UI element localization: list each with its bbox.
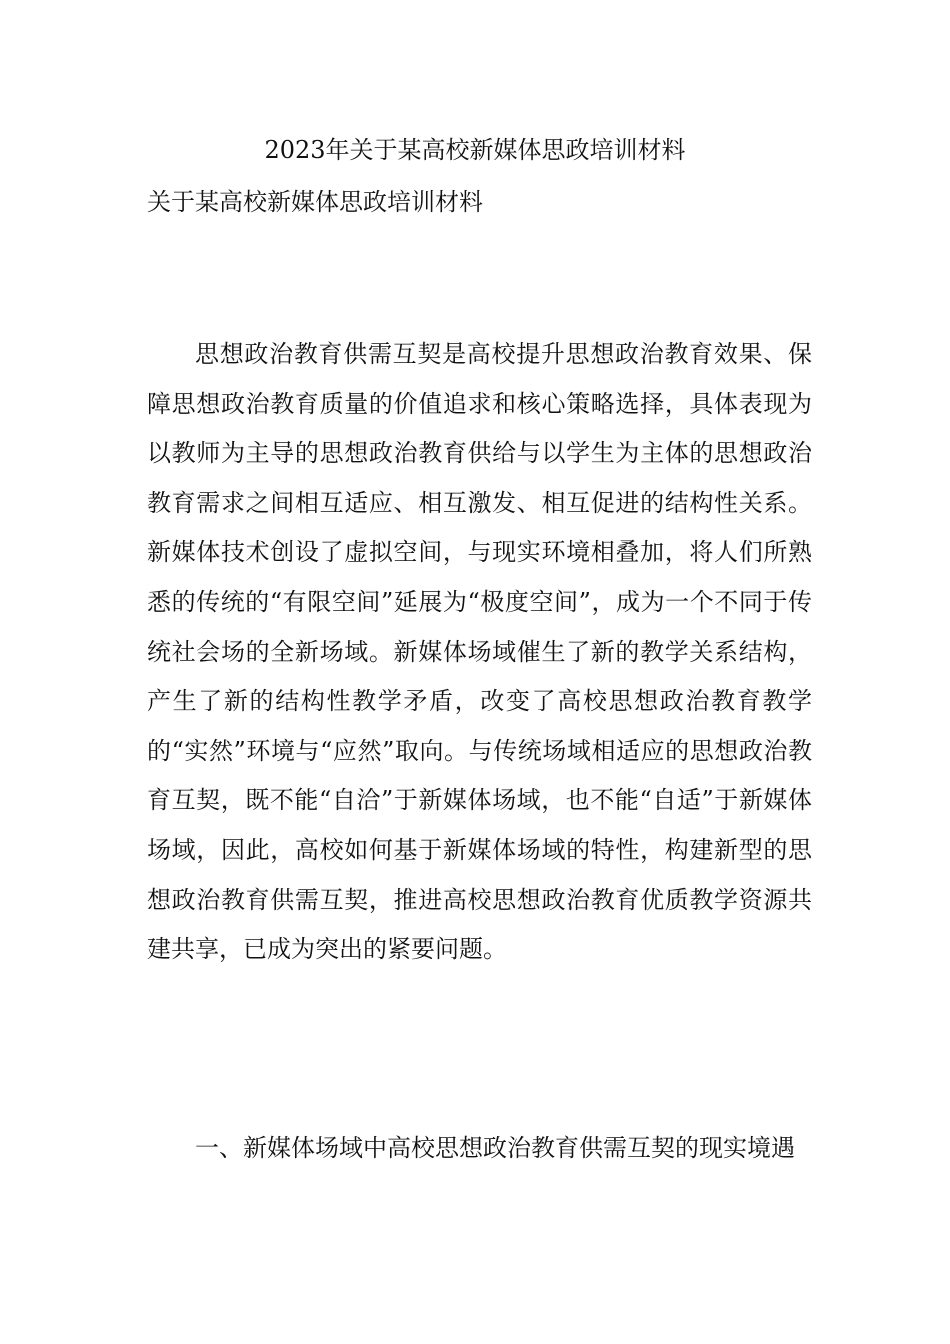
document-title: 2023年关于某高校新媒体思政培训材料 bbox=[264, 136, 686, 164]
document-subtitle: 关于某高校新媒体思政培训材料 bbox=[147, 188, 483, 216]
body-paragraph: 思想政治教育供需互契是高校提升思想政治教育效果、保障思想政治教育质量的价值追求和核心策略选择，具体表现为以教师为主导的思想政治教育供给与以学生为主体的思想政治教育需求之间相互适应、相互激发、相互促进的结构性关系。新媒体技术创设了虚拟空间，与现实环境相叠加，将人们所熟悉的传统的“有限空间”延展为“极度空间”，成为一个不同于传统社会场的全新场域。新媒体场域催生了新的教学关系结构，产生了新的结构性教学矛盾，改变了高校思想政治教育教学的“实然”环境与“应然”取向。与传统场域相适应的思想政治教育互契，既不能“自洽”于新媒体场域，也不能“自适”于新媒体场域，因此，高校如何基于新媒体场域的特性，构建新型的思想政治教育供需互契，推进高校思想政治教育优质教学资源共建共享，已成为突出的紧要问题。 bbox=[147, 340, 812, 964]
section-heading: 一、新媒体场域中高校思想政治教育供需互契的现实境遇 bbox=[195, 1134, 795, 1162]
